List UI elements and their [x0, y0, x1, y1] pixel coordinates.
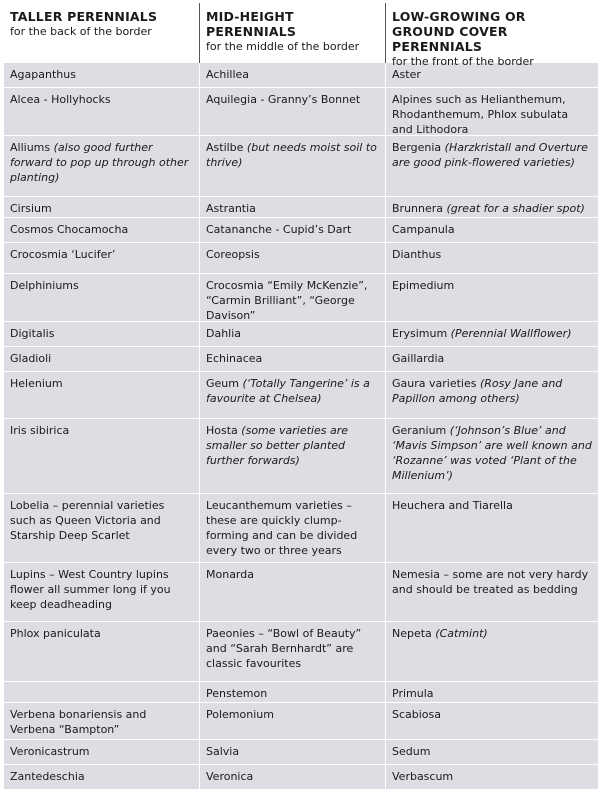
table-cell	[386, 419, 598, 493]
table-cell	[200, 243, 386, 273]
cell-text: Digitalis	[10, 327, 55, 340]
cell-text: Achillea	[206, 68, 250, 81]
table-row	[4, 702, 598, 739]
table-cell	[386, 136, 598, 196]
cell-text: Coreopsis	[206, 248, 260, 261]
table-body	[4, 63, 598, 789]
cell-text: Lobelia – perennial varieties such as Queen Victoria and Starship Deep Scarlet	[10, 499, 165, 542]
cell-text: Phlox paniculata	[10, 627, 101, 640]
table-row	[4, 87, 598, 135]
cell-text: Zantedeschia	[10, 770, 85, 783]
table-cell	[4, 740, 200, 764]
table-cell	[4, 218, 200, 242]
table-cell	[200, 494, 386, 562]
table-cell	[4, 347, 200, 371]
header-title: LOW-GROWING OR GROUND COVER PERENNIALS	[392, 9, 526, 54]
cell-text: Monarda	[206, 568, 254, 581]
header-subtitle: for the front of the border	[392, 55, 534, 68]
table-cell	[200, 703, 386, 739]
cell-text: Sedum	[392, 745, 431, 758]
cell-text: Brunnera	[392, 202, 444, 215]
cell-text: Dahlia	[206, 327, 242, 340]
table-row	[4, 764, 598, 789]
table-cell	[386, 703, 598, 739]
cell-text: Lupins – West Country lupins flower all summer long if you keep deadheading	[10, 568, 171, 611]
cell-note: (Rosy Jane and Papillon among others)	[392, 377, 563, 405]
table-row	[4, 321, 598, 346]
table-cell	[4, 682, 200, 702]
table-cell	[386, 274, 598, 321]
header-title: TALLER PERENNIALS	[10, 9, 158, 24]
cell-text: Geranium	[392, 424, 447, 437]
cell-text: Primula	[392, 687, 434, 700]
table-cell	[386, 682, 598, 702]
header-subtitle: for the back of the border	[10, 25, 152, 38]
cell-text: Leucanthemum varieties – these are quickly clump-forming and can be divided every two or three years	[206, 499, 358, 557]
table-row	[4, 242, 598, 273]
table-cell	[200, 740, 386, 764]
table-cell	[386, 372, 598, 418]
table-cell	[386, 563, 598, 621]
table-cell	[4, 197, 200, 217]
table-row	[4, 681, 598, 702]
cell-text: Alliums	[10, 141, 51, 154]
cell-text: Iris sibirica	[10, 424, 70, 437]
cell-text: Veronicastrum	[10, 745, 90, 758]
table-header	[4, 3, 598, 68]
cell-text: Polemonium	[206, 708, 274, 721]
cell-text: Geum	[206, 377, 239, 390]
cell-note: (‘Totally Tangerine’ is a favourite at Chelsea)	[206, 377, 370, 405]
header-taller	[4, 3, 200, 63]
cell-text: Crocosmia “Emily McKenzie”, “Carmin Brilliant”, “George Davison”	[206, 279, 368, 322]
table-cell	[4, 765, 200, 789]
table-cell	[200, 419, 386, 493]
cell-text: Gaillardia	[392, 352, 445, 365]
table-cell	[386, 197, 598, 217]
table-cell	[200, 322, 386, 346]
cell-text: Heuchera and Tiarella	[392, 499, 513, 512]
header-subtitle: for the middle of the border	[206, 40, 360, 53]
table-row	[4, 135, 598, 196]
cell-text: Delphiniums	[10, 279, 79, 292]
table-row	[4, 217, 598, 242]
table-cell	[386, 322, 598, 346]
table-cell	[4, 494, 200, 562]
table-row	[4, 196, 598, 217]
cell-text: Cosmos Chocamocha	[10, 223, 129, 236]
cell-text: Bergenia	[392, 141, 442, 154]
table-cell	[200, 274, 386, 321]
cell-text: Aquilegia - Granny’s Bonnet	[206, 93, 361, 106]
table-row	[4, 63, 598, 87]
header-mid-height	[200, 3, 386, 63]
table-row	[4, 418, 598, 493]
table-cell	[200, 765, 386, 789]
table-cell	[4, 274, 200, 321]
cell-text: Verbena bonariensis and Verbena “Bampton”	[10, 708, 147, 736]
cell-text: Alpines such as Helianthemum, Rhodanthemum, Phlox subulata and Lithodora	[392, 93, 569, 136]
table-cell	[200, 347, 386, 371]
table-cell	[386, 63, 598, 87]
cell-text: Campanula	[392, 223, 455, 236]
table-row	[4, 739, 598, 764]
cell-note: (but needs moist soil to thrive)	[206, 141, 377, 169]
table-cell	[200, 682, 386, 702]
table-row	[4, 346, 598, 371]
table-cell	[4, 703, 200, 739]
table-cell	[386, 243, 598, 273]
cell-text: Hosta	[206, 424, 238, 437]
cell-text: Gladioli	[10, 352, 52, 365]
cell-text: Penstemon	[206, 687, 268, 700]
cell-text: Epimedium	[392, 279, 455, 292]
table-cell	[386, 740, 598, 764]
cell-text: Catananche - Cupid’s Dart	[206, 223, 352, 236]
cell-text: Nepeta	[392, 627, 432, 640]
cell-note: (also good further forward to pop up through other planting)	[10, 141, 189, 184]
table-cell	[200, 197, 386, 217]
table-cell	[386, 765, 598, 789]
table-cell	[4, 322, 200, 346]
cell-text: Veronica	[206, 770, 254, 783]
cell-text: Gaura varieties	[392, 377, 477, 390]
table-row	[4, 562, 598, 621]
header-title: MID-HEIGHT PERENNIALS	[206, 9, 297, 39]
cell-note: (‘Johnson’s Blue’ and ‘Mavis Simpson’ are well known and ‘Rozanne’ was voted ‘Plant of the Millenium’)	[392, 424, 592, 482]
cell-text: Cirsium	[10, 202, 52, 215]
table-row	[4, 371, 598, 418]
cell-text: Crocosmia ‘Lucifer’	[10, 248, 116, 261]
cell-text: Astrantia	[206, 202, 256, 215]
cell-text: Verbascum	[392, 770, 454, 783]
cell-text: Paeonies – “Bowl of Beauty” and “Sarah Bernhardt” are classic favourites	[206, 627, 362, 670]
cell-note: (great for a shadier spot)	[443, 202, 585, 215]
table-cell	[4, 372, 200, 418]
table-cell	[200, 622, 386, 681]
table-cell	[4, 243, 200, 273]
cell-text: Dianthus	[392, 248, 442, 261]
cell-text: Salvia	[206, 745, 240, 758]
cell-text: Echinacea	[206, 352, 263, 365]
table-cell	[200, 63, 386, 87]
table-cell	[4, 419, 200, 493]
table-cell	[200, 372, 386, 418]
table-cell	[200, 218, 386, 242]
table-cell	[386, 218, 598, 242]
cell-text: Helenium	[10, 377, 63, 390]
cell-note: (Harzkristall and Overture are good pink-flowered varieties)	[392, 141, 588, 169]
table-cell	[386, 494, 598, 562]
cell-text: Erysimum	[392, 327, 448, 340]
table-cell	[4, 88, 200, 135]
table-cell	[200, 136, 386, 196]
table-cell	[386, 88, 598, 135]
table-cell	[386, 347, 598, 371]
table-cell	[200, 88, 386, 135]
table-row	[4, 273, 598, 321]
table-cell	[200, 563, 386, 621]
cell-note: (Perennial Wallflower)	[447, 327, 572, 340]
cell-note: (some varieties are smaller so better planted further forwards)	[206, 424, 349, 467]
cell-text: Agapanthus	[10, 68, 76, 81]
table-row	[4, 493, 598, 562]
table-cell	[386, 622, 598, 681]
table-cell	[4, 63, 200, 87]
table-row	[4, 621, 598, 681]
table-cell	[4, 563, 200, 621]
cell-text: Scabiosa	[392, 708, 442, 721]
table-cell	[4, 136, 200, 196]
perennials-table	[4, 3, 598, 789]
table-cell	[4, 622, 200, 681]
cell-text: Astilbe	[206, 141, 244, 154]
header-low-growing	[386, 3, 598, 68]
cell-text: Nemesia – some are not very hardy and should be treated as bedding	[392, 568, 589, 596]
cell-note: (Catmint)	[431, 627, 488, 640]
cell-text: Alcea - Hollyhocks	[10, 93, 111, 106]
cell-text: Aster	[392, 68, 421, 81]
